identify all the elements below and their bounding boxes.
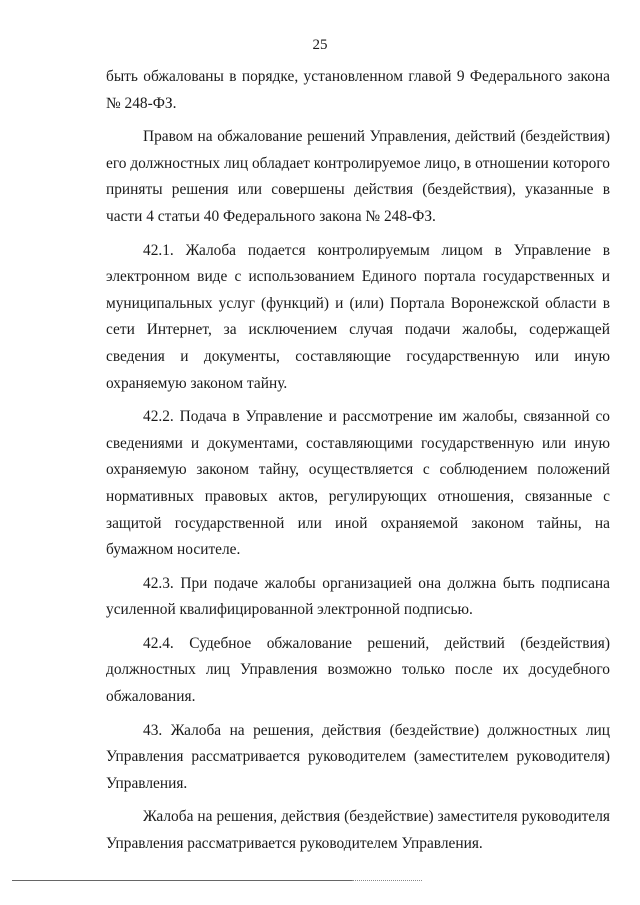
- paragraph-43: 43. Жалоба на решения, действия (бездействие) должностных лиц Управления рассматривается руководителем (заместителем руководителя) Управления.: [106, 721, 610, 792]
- footer-divider: [12, 880, 352, 881]
- paragraph-42-2: 42.2. Подача в Управление и рассмотрение им жалобы, связанной со сведениями и документами, составляющими государственную или иную охраняемую законом тайну, осуществляется с соблюдением положений нормативных правовых актов, регулирующих отношения, связанные с защитой государственной или иной охраняемой законом тайны, на бумажном носителе.: [106, 408, 610, 559]
- paragraph-deputy-complaint: Жалоба на решения, действия (бездействие) заместителя руководителя Управления рассматривается руководителем Управления.: [106, 808, 610, 853]
- paragraph-42-1: 42.1. Жалоба подается контролируемым лицом в Управление в электронном виде с использованием Единого портала государственных и муниципальных услуг (функций) и (или) Портала Воронежской области в сети Интернет, за исключением случая подачи жалобы, содержащей сведения и документы, составляющие государственную или иную охраняемую законом тайну.: [106, 241, 610, 392]
- paragraph-42-3: 42.3. При подаче жалобы организацией она должна быть подписана усиленной квалифицированной электронной подписью.: [106, 574, 610, 619]
- page-number: 25: [312, 37, 328, 53]
- paragraph-42-4: 42.4. Судебное обжалование решений, действий (бездействия) должностных лиц Управления возможно только после их досудебного обжалования.: [106, 634, 610, 706]
- paragraph-appeal-right: Правом на обжалование решений Управления, действий (бездействия) его должностных лиц обладает контролируемое лицо, в отношении которого приняты решения или совершены действия (бездействия), указанные в части 4 статьи 40 Федерального закона № 248-ФЗ.: [106, 128, 610, 225]
- footer-divider-dotted: [352, 880, 422, 881]
- paragraph-continuation: быть обжалованы в порядке, установленном главой 9 Федерального закона № 248-ФЗ.: [106, 68, 610, 112]
- document-body: [106, 64, 610, 865]
